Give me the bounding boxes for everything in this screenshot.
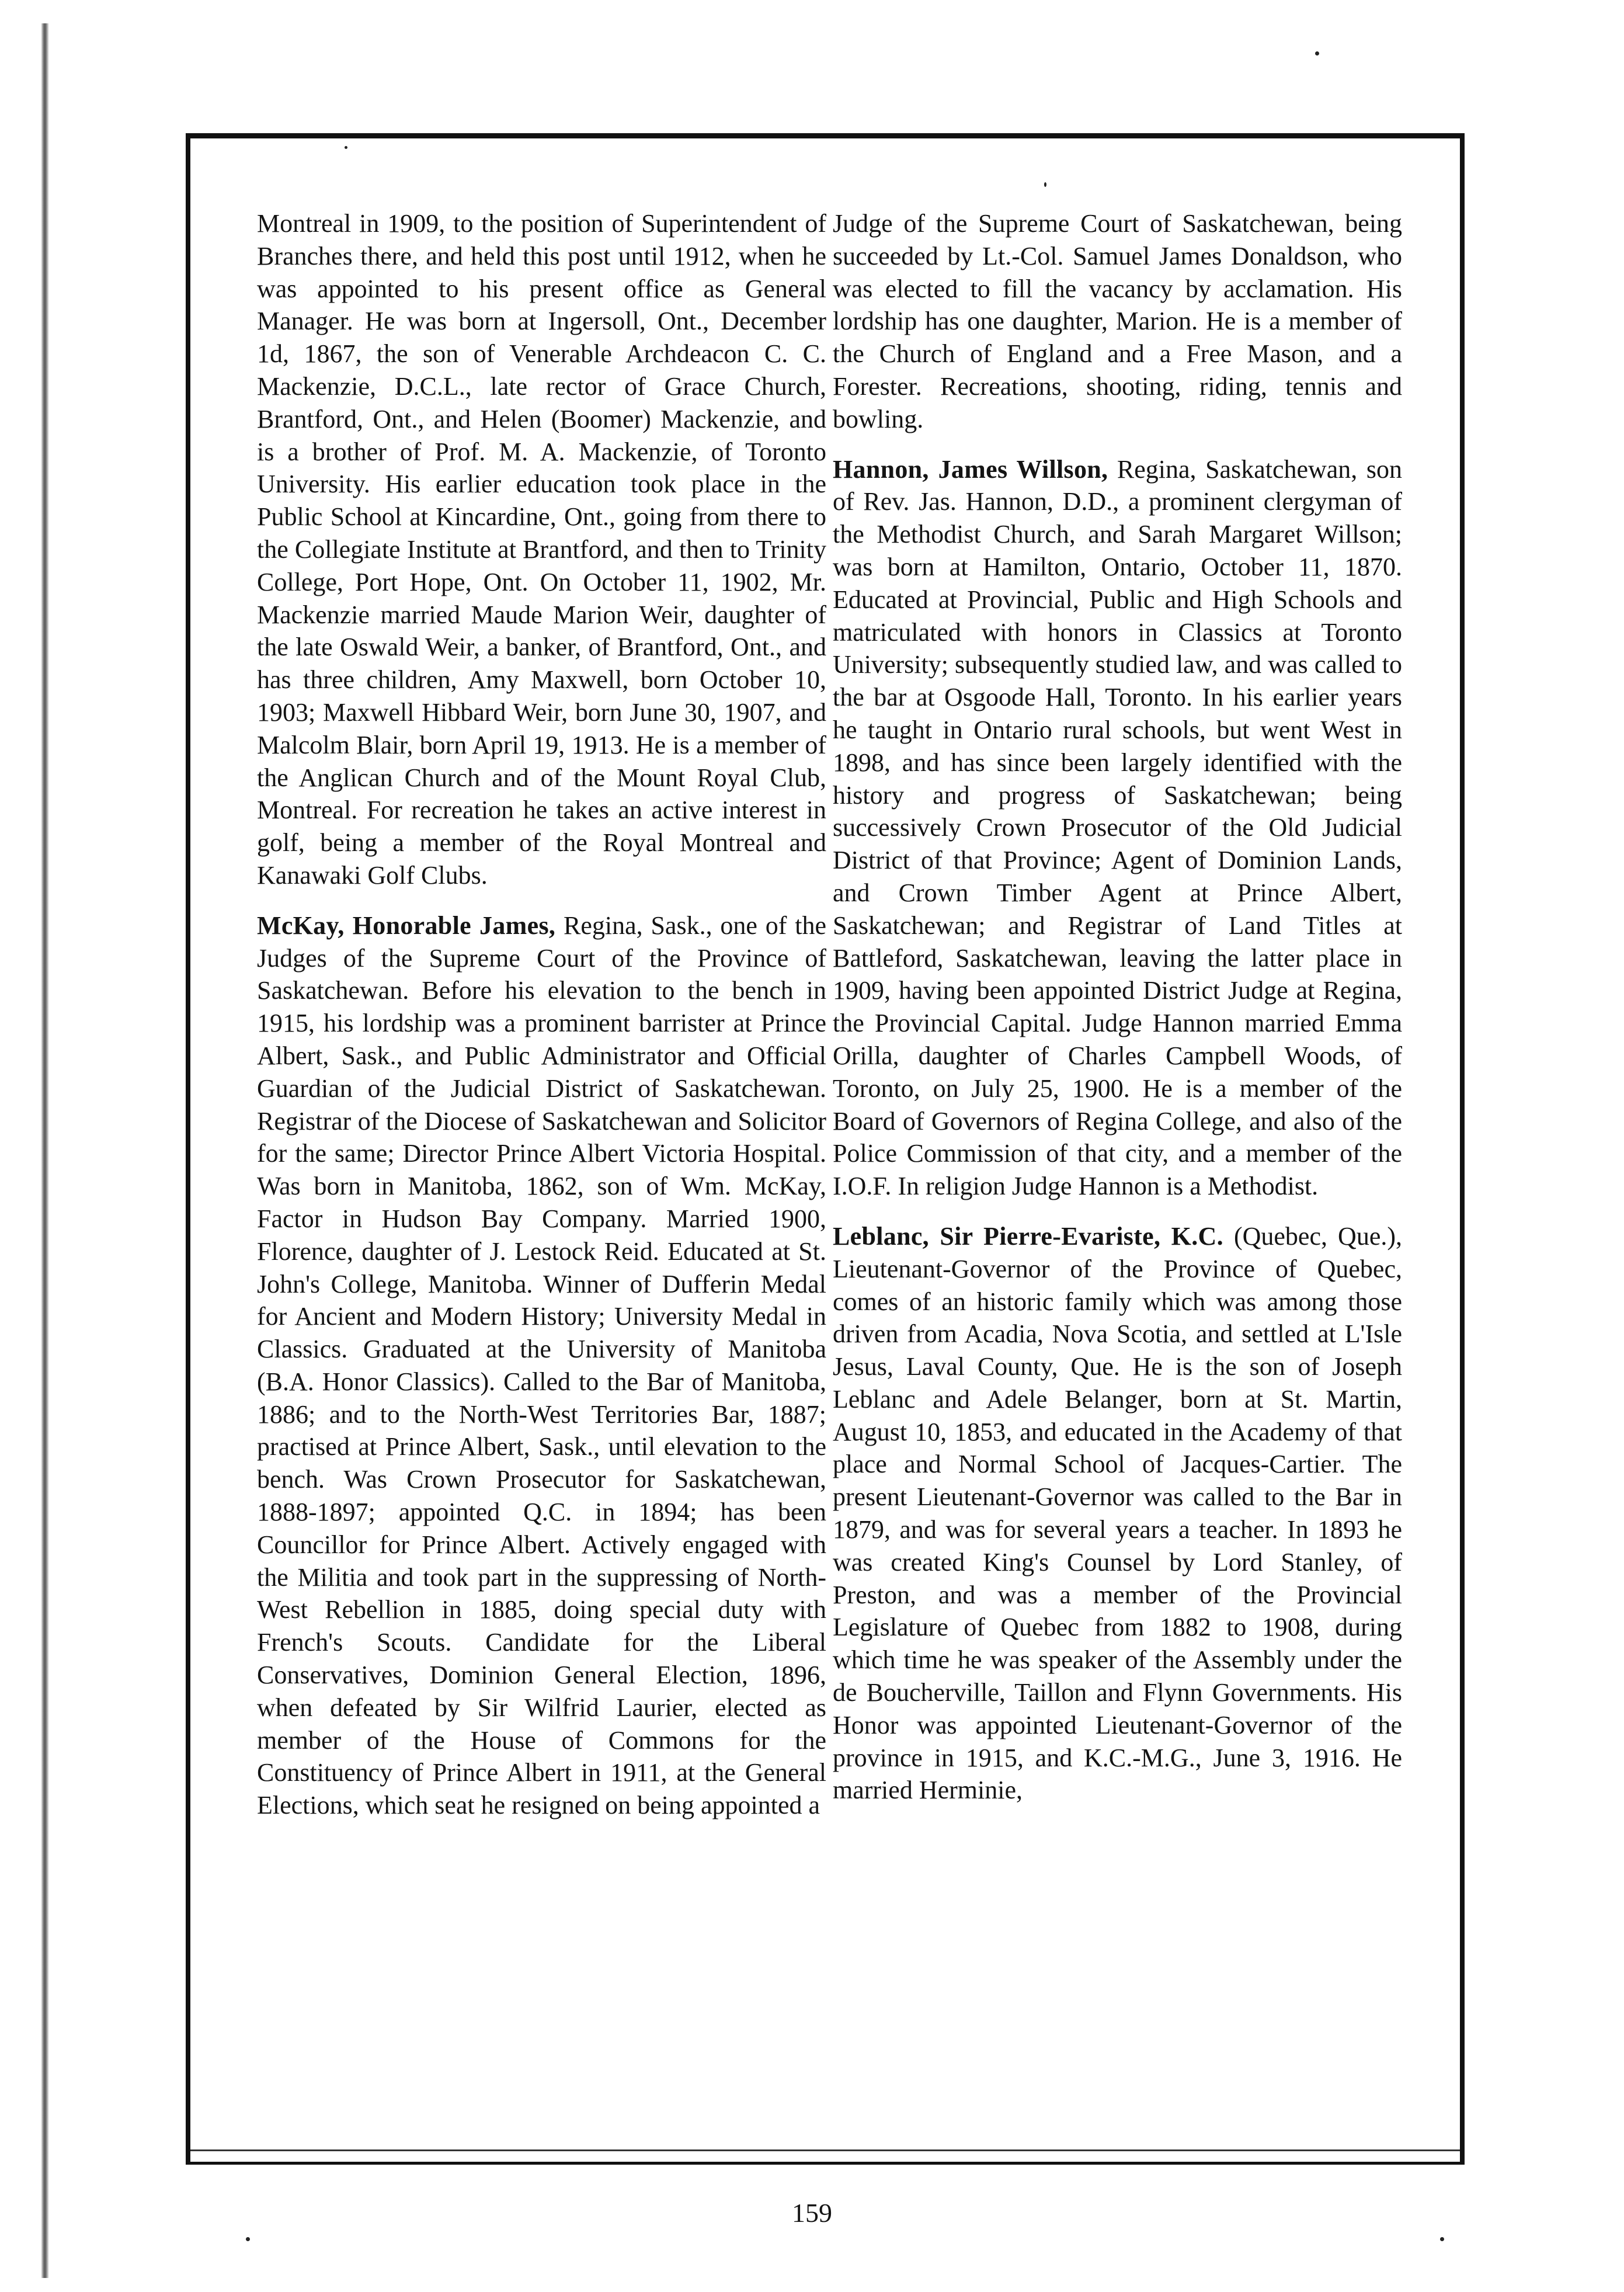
hannon-entry xyxy=(833,453,1402,1203)
hannon-entry-name: Hannon, James Willson, xyxy=(833,454,1108,484)
hannon-entry-text: Regina, Saskatchewan, son of Rev. Jas. Hannon, D.D., a prominent clergyman of the Methodist Church, and Sarah Margaret Willson; was born at Hamilton, Ontario, October 11, 1870. Educated at Provincial, Public and High Schools and matriculated with honors in Classics at Toronto University; subsequently studied law, and was called to the bar at Osgoode Hall, Toronto. In his earlier years he taught in Ontario rural schools, but went West in 1898, and has since been largely identified with the history and progress of Saskatchewan; being successively Crown Prosecutor of the Old Judicial District of that Province; Agent of Dominion Lands, and Crown Timber Agent at Prince Albert, Saskatchewan; and Registrar of Land Titles at Battleford, Saskatchewan, leaving the latter place in 1909, having been appointed District Judge at Regina, the Provincial Capital. Judge Hannon married Emma Orilla, daughter of Charles Campbell Woods, of Toronto, on July 25, 1900. He is a member of the Board of Governors of Regina College, and also of the Police Commission of that city, and a member of the I.O.F. In religion Judge Hannon is a Methodist. xyxy=(833,454,1402,1201)
scan-speck xyxy=(1440,2237,1444,2241)
left-column xyxy=(257,207,826,1839)
mckay-entry xyxy=(257,909,826,1822)
scan-speck xyxy=(1315,51,1319,55)
mckay-entry-continuation: Judge of the Supreme Court of Saskatchewan, being succeeded by Lt.-Col. Samuel James Donaldson, who was elected to fill the vacancy by acclamation. His lordship has one daughter, Marion. He is a member of the Church of England and a Free Mason, and a Forester. Recreations, shooting, riding, tennis and bowling. xyxy=(833,209,1402,433)
leblanc-entry-text: (Quebec, Que.), Lieutenant-Governor of the Province of Quebec, comes of an historic family which was among those driven from Acadia, Nova Scotia, and settled at L'Isle Jesus, Laval County, Que. He is the son of Joseph Leblanc and Adele Belanger, born at St. Martin, August 10, 1853, and educated in the Academy of that place and Normal School of Jacques-Cartier. The present Lieutenant-Governor was called to the Bar in 1879, and was for several years a teacher. In 1893 he was created King's Counsel by Lord Stanley, of Preston, and was a member of the Provincial Legislature of Quebec from 1882 to 1908, during which time he was speaker of the Assembly under the de Boucherville, Taillon and Flynn Governments. His Honor was appointed Lieutenant-Governor of the province in 1915, and K.C.-M.G., June 3, 1916. He married Herminie, xyxy=(833,1221,1402,1805)
mackenzie-entry-continuation: Montreal in 1909, to the position of Superintendent of Branches there, and held this post until 1912, when he was appointed to his present office as General Manager. He was born at Ingersoll, Ont., December 1d, 1867, the son of Venerable Archdeacon C. C. Mackenzie, D.C.L., late rector of Grace Church, Brantford, Ont., and Helen (Boomer) Mackenzie, and is a brother of Prof. M. A. Mackenzie, of Toronto University. His earlier education took place in the Public School at Kincardine, Ont., going from there to the Collegiate Institute at Brantford, and then to Trinity College, Port Hope, Ont. On October 11, 1902, Mr. Mackenzie married Maude Marion Weir, daughter of the late Oswald Weir, a banker, of Brantford, Ont., and has three children, Amy Maxwell, born October 10, 1903; Maxwell Hibbard Weir, born June 30, 1907, and Malcolm Blair, born April 19, 1913. He is a member of the Anglican Church and of the Mount Royal Club, Montreal. For recreation he takes an active interest in golf, being a member of the Royal Montreal and Kanawaki Golf Clubs. xyxy=(257,209,826,890)
mckay-entry-text: Regina, Sask., one of the Judges of the Supreme Court of the Province of Saskatchewan. Before his elevation to the bench in 1915, his lordship was a prominent barrister at Prince Albert, Sask., and Public Administrator and Official Guardian of the Judicial District of Saskatchewan. Registrar of the Diocese of Saskatchewan and Solicitor for the same; Director Prince Albert Victoria Hospital. Was born in Manitoba, 1862, son of Wm. McKay, Factor in Hudson Bay Company. Married 1900, Florence, daughter of J. Lestock Reid. Educated at St. John's College, Manitoba. Winner of Dufferin Medal for Ancient and Modern History; University Medal in Classics. Graduated at the University of Manitoba (B.A. Honor Classics). Called to the Bar of Manitoba, 1886; and to the North-West Territories Bar, 1887; practised at Prince Albert, Sask., until elevation to the bench. Was Crown Prosecutor for Saskatchewan, 1888-1897; appointed Q.C. in 1894; has been Councillor for Prince Albert. Actively engaged with the Militia and took part in the suppressing of North-West Rebellion in 1885, doing special duty with French's Scouts. Candidate for the Liberal Conservatives, Dominion General Election, 1896, when defeated by Sir Wilfrid Laurier, elected as member of the House of Commons for the Constituency of Prince Albert in 1911, at the General Elections, which seat he resigned on being appointed a xyxy=(257,911,826,1820)
mckay-entry-name: McKay, Honorable James, xyxy=(257,911,556,940)
page-border-bottom-rule xyxy=(190,2149,1460,2151)
leblanc-entry-name: Leblanc, Sir Pierre-Evariste, K.C. xyxy=(833,1221,1223,1251)
right-column xyxy=(833,207,1402,1824)
leblanc-entry xyxy=(833,1220,1402,1807)
scan-speck xyxy=(246,2237,250,2241)
page-number: 159 xyxy=(792,2198,832,2228)
scan-binding-edge xyxy=(41,23,49,2278)
